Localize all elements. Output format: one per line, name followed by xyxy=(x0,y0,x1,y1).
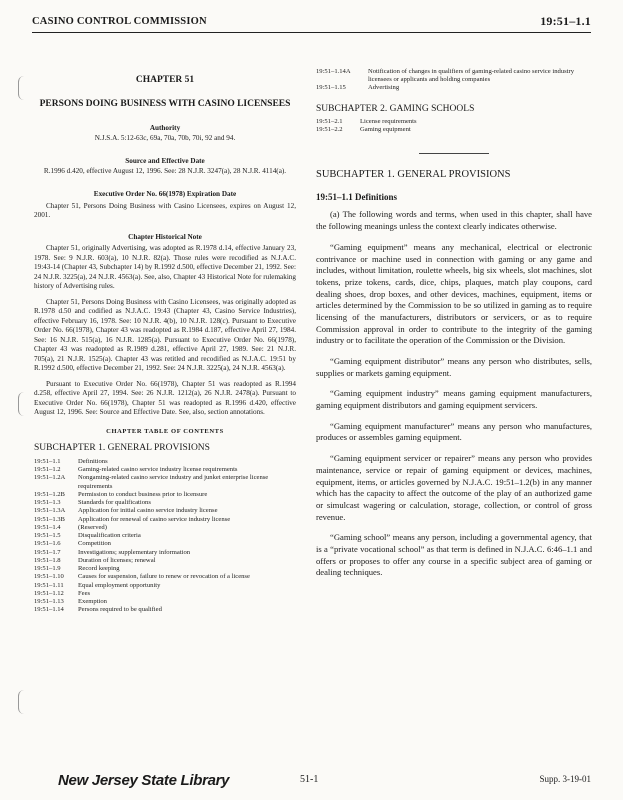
running-header xyxy=(32,14,591,33)
toc-row: 19:51–1.3 Standards for qualifications xyxy=(34,499,151,507)
binding-mark xyxy=(18,76,27,100)
historical-note-paragraph: Chapter 51, originally Advertising, was adopted as R.1978 d.14, effective January 23, 1978. See: 9 N.J.R. 603(a), 10 N.J.R. 82(a). Those rules were recodified as N.J.A.C. 19:43-14 (Chapter 43, Subchapter 14) by R.1992 d.500, effective December 21, 1992. See: 24 N.J.R. 3225(a), 24 N.J.R. 4563(a). See, also, Chapter 43 Historical Note for rulemaking history of Advertising rules. xyxy=(34,244,296,291)
section-heading: 19:51–1.1 Definitions xyxy=(316,191,397,202)
eo-text: Chapter 51, Persons Doing Business with Casino Licensees, expires on August 12, 2001. xyxy=(34,201,296,220)
toc-row: 19:51–2.1 License requirements xyxy=(316,118,417,126)
historical-note-heading: Chapter Historical Note xyxy=(128,232,202,241)
historical-note-paragraph: Chapter 51, Persons Doing Business with Casino Licensees, was originally adopted as R.1978 d.50 and codified as N.J.A.C. 19:43 (Chapter 43, Casino Service Industries), effective February 16, 1978. See: 10 N.J.R. 4(b), 10 N.J.R. 128(c). Pursuant to Executive Order No. 66(1978), Chapter 43 was readopted as R.1984 d.187, effective April 27, 1984. See: 16 N.J.R. 515(a), 16 N.J.R. 1285(a). Pursuant to Executive Order No. 66(1978), Chapter 43 was readopted as R.1989 d.281, effective April 27, 1989. See: 21 N.J.R. 705(a), 21 N.J.R. 1525(a). Chapter 43 was retitled and recodified as N.J.A.C. 19:51 by R.1992 d.500, effective December 21, 1992. See: 24 N.J.R. 3225(a), 24 N.J.R. 4563(a). xyxy=(34,297,296,373)
toc-heading: CHAPTER TABLE OF CONTENTS xyxy=(106,427,224,435)
toc-row: 19:51–1.2B Permission to conduct business prior to licensure xyxy=(34,490,208,498)
toc-list-continued xyxy=(316,68,592,93)
paragraph-a: (a) The following words and terms, when used in this chapter, shall have the following meanings unless the context clearly indicates otherwise. xyxy=(316,209,592,232)
left-column xyxy=(34,68,296,614)
chapter-number: CHAPTER 51 xyxy=(135,75,195,85)
toc-row: 19:51–1.10 Causes for suspension, failure to renew or revocation of a license xyxy=(34,573,250,581)
header-section: 19:51–1.1 xyxy=(540,14,591,28)
toc-row: 19:51–1.14 Persons required to be qualified xyxy=(34,606,162,614)
definition-equipment-distributor: “Gaming equipment distributor” means any person who distributes, sells, supplies or markets gaming equipment. xyxy=(316,356,592,378)
toc-row: 19:51–1.2 Gaming-related casino service industry license requirements xyxy=(34,466,238,474)
supplement-date: Supp. 3-19-01 xyxy=(539,774,591,784)
toc-row: 19:51–1.3B Application for renewal of casino service industry license xyxy=(34,515,231,523)
toc-list-subchapter-2 xyxy=(316,118,417,134)
definition-equipment-industry: “Gaming equipment industry” means gaming equipment manufacturers, gaming equipment distributors and gaming equipment servicers. xyxy=(316,388,592,411)
toc-row: 19:51–1.12 Fees xyxy=(34,589,91,597)
definition-equipment-manufacturer: “Gaming equipment manufacturer” means any person who manufactures, produces or assembles gaming equipment. xyxy=(316,420,592,443)
eo-heading: Executive Order No. 66(1978) Expiration Date xyxy=(93,190,237,199)
right-column xyxy=(316,68,592,579)
header-agency: CASINO CONTROL COMMISSION xyxy=(32,16,207,27)
toc-row: 19:51–2.2 Gaming equipment xyxy=(316,126,411,134)
toc-row: 19:51–1.2A Nongaming-related casino service industry and junket enterprise license requirements xyxy=(34,474,269,490)
historical-note-paragraph: Pursuant to Executive Order No. 66(1978), Chapter 51 was readopted as R.1994 d.258, effective April 27, 1994. See: 26 N.J.R. 1212(a), 26 N.J.R. 2478(a). Pursuant to Executive Order No. 66(1978), Chapter 51 was readopted as R.1996 d.420, effective August 12, 1996. See: Source and Effective Date. See, also, section annotations. xyxy=(34,379,296,417)
toc-row: 19:51–1.1 Definitions xyxy=(34,458,108,466)
page-footer xyxy=(0,770,623,794)
binding-mark xyxy=(18,392,27,416)
definition-gaming-equipment: “Gaming equipment” means any mechanical, electrical or electronic contrivance or machine used in connection with gaming or any game and includes, without limitation, roulette wheels, big six wheels, slot machines, slot tokens, prize tokens, cards, dice, chips, plaques, match play coupons, card dealing shoes, drop boxes, and other devices, machines, equipment, items or articles determined by the Commission to be so utilized in gaming as to require licensing of the manufacturers, distributors or servicers, or as to require Commission approval in order to contribute to the integrity of the gaming industry or to facilitate the operation of the Commission or the Division. xyxy=(316,241,592,346)
subchapter-1-heading: SUBCHAPTER 1. GENERAL PROVISIONS xyxy=(34,443,210,454)
definition-equipment-servicer: “Gaming equipment servicer or repairer” means any person who provides maintenance, service or repair of gaming equipment or devices, machines, equipment, items, or articles governed by N.J.A.C. 19:51–1.2(b) in any manner which has the capacity to affect the outcome of the play of an authorized game or simulcast wagering or calculation, storage, collection, or control of gross revenue. xyxy=(316,453,592,522)
chapter-title: PERSONS DOING BUSINESS WITH CASINO LICENSEES xyxy=(39,98,291,109)
authority-heading: Authority xyxy=(149,124,181,133)
toc-row: 19:51–1.11 Equal employment opportunity xyxy=(34,581,161,589)
toc-row: 19:51–1.6 Competition xyxy=(34,540,111,548)
toc-row: 19:51–1.7 Investigations; supplementary information xyxy=(34,548,191,556)
source-text: R.1996 d.420, effective August 12, 1996. See: 28 N.J.R. 3247(a), 28 N.J.R. 4114(a). xyxy=(43,166,287,175)
binding-mark xyxy=(18,690,27,714)
definition-gaming-school: “Gaming school” means any person, including a governmental agency, that is a “private vocational school” as that term is defined in N.J.A.C. 6:46–1.1 and offers or proposes to offer any course in a specific subject area of gaming or dealing techniques. xyxy=(316,532,592,578)
toc-list xyxy=(34,458,296,614)
toc-row: 19:51–1.9 Record keeping xyxy=(34,565,120,573)
toc-row: 19:51–1.8 Duration of licenses; renewal xyxy=(34,556,156,564)
section-divider xyxy=(419,153,489,154)
subchapter-2-heading: SUBCHAPTER 2. GAMING SCHOOLS xyxy=(316,103,475,114)
toc-row: 19:51–1.13 Exemption xyxy=(34,598,107,605)
library-stamp: New Jersey State Library xyxy=(58,772,230,789)
page-number: 51-1 xyxy=(300,774,319,785)
toc-row: 19:51–1.4 (Reserved) xyxy=(34,523,107,531)
source-heading: Source and Effective Date xyxy=(125,157,205,166)
toc-row: 19:51–1.14A Notification of changes in qualifiers of gaming-related casino service industry licensees or applicants and holding companies xyxy=(316,68,574,84)
authority-text: N.J.S.A. 5:12-63c, 69a, 70a, 70b, 70i, 92 and 94. xyxy=(94,133,236,142)
subchapter-1-title: SUBCHAPTER 1. GENERAL PROVISIONS xyxy=(316,168,511,180)
toc-row: 19:51–1.5 Disqualification criteria xyxy=(34,532,141,540)
toc-row: 19:51–1.3A Application for initial casino service industry license xyxy=(34,507,218,515)
toc-row: 19:51–1.15 Advertising xyxy=(316,84,400,92)
